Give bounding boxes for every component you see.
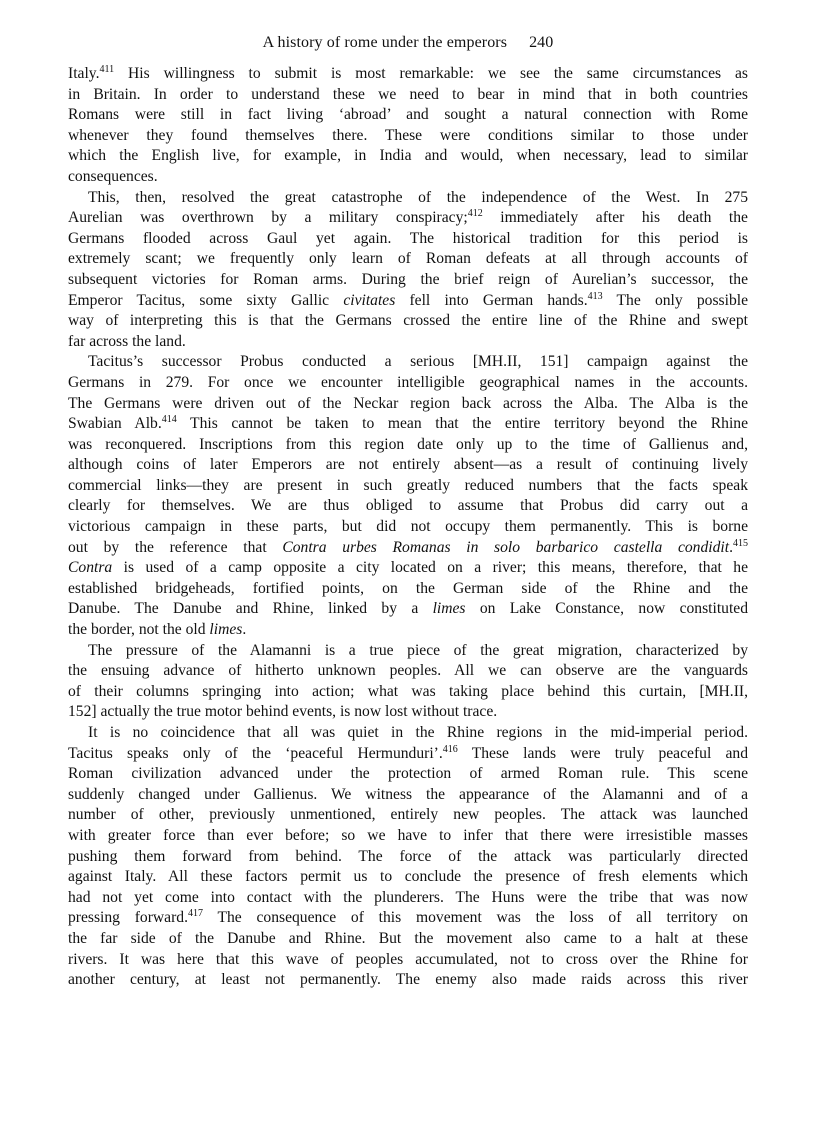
text-line: pushing them forward from behind. The force of the attack was particularly directed [68, 847, 748, 865]
text-line: of their columns springing into action; what was taking place behind this curtain, [MH.II, [68, 682, 748, 700]
text-line: consequences. [68, 167, 158, 185]
text-line: This, then, resolved the great catastrophe of the independence of the West. In 275 [88, 188, 748, 206]
text-line: rivers. It was here that this wave of peoples accumulated, not to cross over the Rhine for [68, 950, 748, 968]
text-line: another century, at least not permanently. The enemy also made raids across this river [68, 971, 748, 989]
text-line: Tacitus’s successor Probus conducted a serious [MH.II, 151] campaign against the [88, 353, 748, 371]
text-line: the far side of the Danube and Rhine. But the movement also came to a halt at these [68, 929, 748, 947]
text-line: the border, not the old limes. [68, 621, 247, 639]
text-line: against Italy. All these factors permit us to conclude the presence of fresh elements which [68, 868, 748, 886]
text-line: Tacitus speaks only of the ‘peaceful Hermunduri’.$^{416}$ These lands were truly peaceful and [68, 743, 749, 762]
text-line: far across the land. [68, 332, 186, 350]
text-line: 152] actually the true motor behind events, is now lost without trace. [68, 703, 498, 721]
text-line: subsequent victories for Roman arms. During the brief reign of Aurelian’s successor, the [68, 270, 748, 288]
text-line: whenever they found themselves there. These were conditions similar to those under [68, 126, 748, 144]
text-line: Aurelian was overthrown by a military conspiracy;$^{412}$ immediately after his death the [68, 208, 748, 227]
text-line: established bridgeheads, fortified points, on the German side of the Rhine and the [68, 579, 748, 597]
text-line: The Germans were driven out of the Neckar region back across the Alba. The Alba is the [68, 394, 748, 412]
header-title: A history of rome under the emperors [262, 34, 508, 51]
text-line: It is no coincidence that all was quiet in the Rhine regions in the mid-imperial period. [88, 724, 748, 741]
text-line: The pressure of the Alamanni is a true piece of the great migration, characterized by [88, 641, 748, 659]
text-line: extremely scant; we frequently only learn of Roman defeats at all through accounts of [68, 250, 748, 268]
text-line: pressing forward.$^{417}$ The consequence of this movement was the loss of all territory on [68, 908, 748, 927]
text-line: with greater force than ever before; so we have to infer that there were irresistible masses [68, 826, 748, 844]
text-line: Romans were still in fact living ‘abroad’ and sought a natural connection with Rome [68, 106, 748, 124]
text-line: suddenly changed under Gallienus. We witness the appearance of the Alamanni and of a [68, 785, 748, 803]
text-line: way of interpreting this is that the Germans crossed the entire line of the Rhine and swept [68, 312, 748, 330]
text-line: was reconquered. Inscriptions from this region date only up to the time of Gallienus and, [68, 435, 748, 453]
text-line: Italy.$^{411}$ His willingness to submit is most remarkable: we see the same circumstances as [68, 64, 748, 82]
text-line: out by the reference that Contra urbes Romanas in solo barbarico castella condidit.$^{415}$ [68, 537, 748, 556]
running-header [0, 34, 816, 52]
text-line: the ensuing advance of hitherto unknown peoples. All we can observe are the vanguards [68, 662, 748, 680]
text-line: Germans flooded across Gaul yet again. The historical tradition for this period is [68, 229, 748, 247]
text-line: which the English live, for example, in India and would, when necessary, lead to similar [68, 147, 748, 165]
text-line: victorious campaign in these parts, but did not occupy them permanently. This is borne [68, 518, 748, 536]
text-line: number of other, previously unmentioned, entirely new peoples. The attack was launched [68, 806, 748, 824]
text-line: Swabian Alb.$^{414}$ This cannot be taken to mean that the entire territory beyond the Rhine [68, 414, 748, 433]
text-line: commercial links—they are present in such greatly reduced numbers that the facts speak [68, 476, 748, 494]
text-line: Germans in 279. For once we encounter intelligible geographical names in the accounts. [68, 373, 748, 391]
text-line: in Britain. In order to understand these we need to bear in mind that in both countries [68, 85, 748, 103]
text-line: had not yet come into contact with the plunderers. The Huns were the tribe that was now [68, 888, 748, 906]
text-line: Danube. The Danube and Rhine, linked by a limes on Lake Constance, now constituted [68, 600, 748, 618]
page-number: 240 [529, 34, 554, 51]
text-line: Roman civilization advanced under the protection of armed Roman rule. This scene [68, 765, 748, 783]
text-line: although coins of later Emperors are not entirely absent—as a result of continuing lively [68, 456, 748, 474]
text-line: Contra is used of a camp opposite a city located on a river; this means, therefore, that he [68, 559, 748, 577]
text-line: clearly for themselves. We are thus obliged to assume that Probus did carry out a [68, 497, 748, 515]
text-line: Emperor Tacitus, some sixty Gallic civitates fell into German hands.$^{413}$ The only possible [68, 290, 748, 309]
body-text [68, 64, 748, 991]
